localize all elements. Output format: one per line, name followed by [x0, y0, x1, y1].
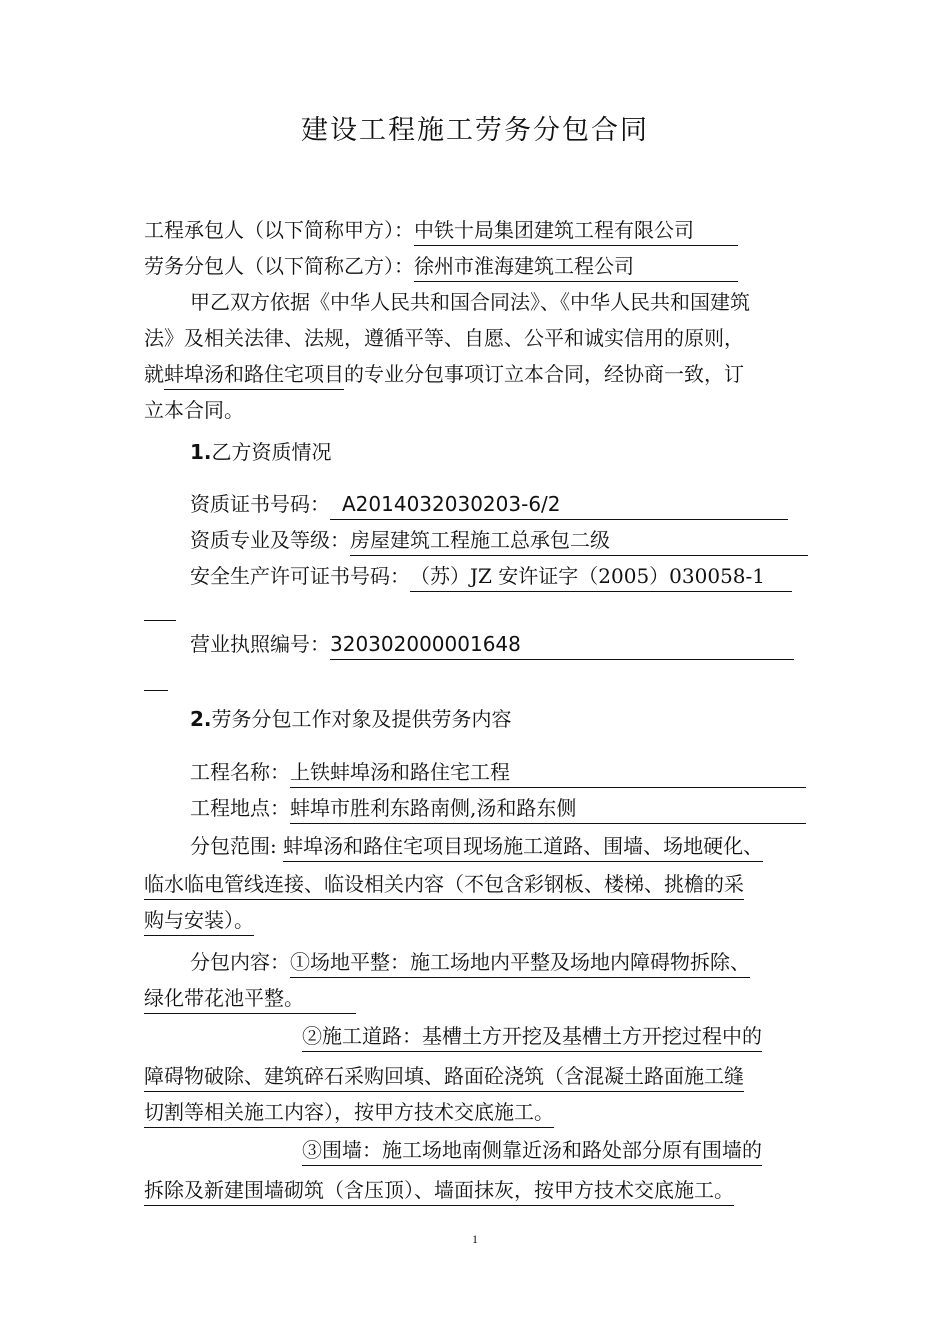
item-1-text-1: ①场地平整：施工场地内平整及场地内障碍物拆除、: [290, 948, 750, 978]
intro-line-4: 立本合同。: [144, 398, 244, 422]
item-2-text-3: 切割等相关施工内容），按甲方技术交底施工。: [144, 1098, 554, 1128]
grade-value: 房屋建筑工程施工总承包二级: [350, 526, 808, 556]
scope-label: 分包范围:: [190, 834, 284, 858]
item-2-text-2: 障碍物破除、建筑碎石采购回填、路面砼浇筑（含混凝土路面施工缝: [144, 1062, 744, 1092]
project-name-line: [190, 758, 806, 788]
content-label: 分包内容：: [190, 950, 290, 974]
intro-line-3-post: 的专业分包事项订立本合同，经协商一致，订: [344, 362, 744, 386]
contract-title: 建设工程施工劳务分包合同: [301, 115, 649, 146]
cert-line: [190, 490, 788, 520]
grade-line: [190, 526, 808, 556]
section-2-title: 劳务分包工作对象及提供劳务内容: [211, 707, 512, 731]
item-3-text-2: 拆除及新建围墙砌筑（含压顶）、墙面抹灰，按甲方技术交底施工。: [144, 1176, 734, 1206]
content-line-2: [144, 984, 356, 1014]
project-location-line: [190, 794, 806, 824]
party-a-label: 工程承包人（以下简称甲方）：: [144, 218, 414, 242]
project-location-value: 蚌埠市胜利东路南侧,汤和路东侧: [290, 794, 806, 824]
grade-label: 资质专业及等级：: [190, 528, 350, 552]
item-2-line-2: [144, 1062, 744, 1092]
license-value: 320302000001648: [330, 630, 794, 660]
safety-line: [190, 562, 792, 592]
intro-line-2: 法》及相关法律、法规，遵循平等、自愿、公平和诚实信用的原则，: [144, 326, 744, 350]
item-1-text-2: 绿化带花池平整。: [144, 984, 356, 1014]
party-b-value: 徐州市淮海建筑工程公司: [414, 252, 738, 282]
page-number: 1: [472, 1232, 478, 1246]
item-2-line-3: [144, 1098, 554, 1128]
item-2-text-1: ②施工道路：基槽土方开挖及基槽土方开挖过程中的: [302, 1022, 762, 1052]
section-2-number: 2.: [190, 707, 212, 731]
party-a-value: 中铁十局集团建筑工程有限公司: [414, 216, 738, 246]
party-a-line: [144, 216, 738, 246]
project-location-label: 工程地点：: [190, 796, 290, 820]
scope-line-1: [190, 832, 763, 862]
project-name-label: 工程名称：: [190, 760, 290, 784]
item-2-line-1: [302, 1022, 762, 1052]
section-1-title: 乙方资质情况: [211, 440, 332, 464]
item-3-text-1: ③围墙：施工场地南侧靠近汤和路处部分原有围墙的: [302, 1136, 762, 1166]
scope-line-3: [144, 906, 254, 936]
scope-text-2: 临水临电管线连接、临设相关内容（不包含彩钢板、楼梯、挑檐的采: [144, 870, 744, 900]
intro-line-3-pre: 就: [144, 362, 164, 386]
section-2-heading: [190, 705, 512, 733]
safety-label: 安全生产许可证书号码：: [190, 564, 410, 588]
content-line-1: [190, 948, 750, 978]
party-b-line: [144, 252, 738, 282]
intro-line-1: 甲乙双方依据《中华人民共和国合同法》、《中华人民共和国建筑: [190, 290, 750, 314]
cert-label: 资质证书号码：: [190, 492, 330, 516]
license-continuation-rule: [144, 690, 168, 691]
section-1-number: 1.: [190, 440, 212, 464]
scope-line-2: [144, 870, 744, 900]
scope-text-3: 购与安装）。: [144, 906, 254, 936]
intro-line-3: [144, 360, 744, 390]
cert-value: A2014032030203-6/2: [330, 490, 788, 520]
party-b-label: 劳务分包人（以下简称乙方）：: [144, 254, 414, 278]
scope-text-1: 蚌埠汤和路住宅项目现场施工道路、围墙、场地硬化、: [283, 832, 763, 862]
license-line: [190, 630, 794, 660]
safety-value: （苏）JZ 安许证字（2005）030058-1: [410, 562, 792, 592]
license-label: 营业执照编号：: [190, 632, 330, 656]
item-3-line-1: [302, 1136, 762, 1166]
item-3-line-2: [144, 1176, 734, 1206]
project-name: 蚌埠汤和路住宅项目: [164, 360, 344, 390]
section-1-heading: [190, 438, 332, 466]
project-name-value: 上铁蚌埠汤和路住宅工程: [290, 758, 806, 788]
safety-continuation-rule: [144, 620, 176, 621]
